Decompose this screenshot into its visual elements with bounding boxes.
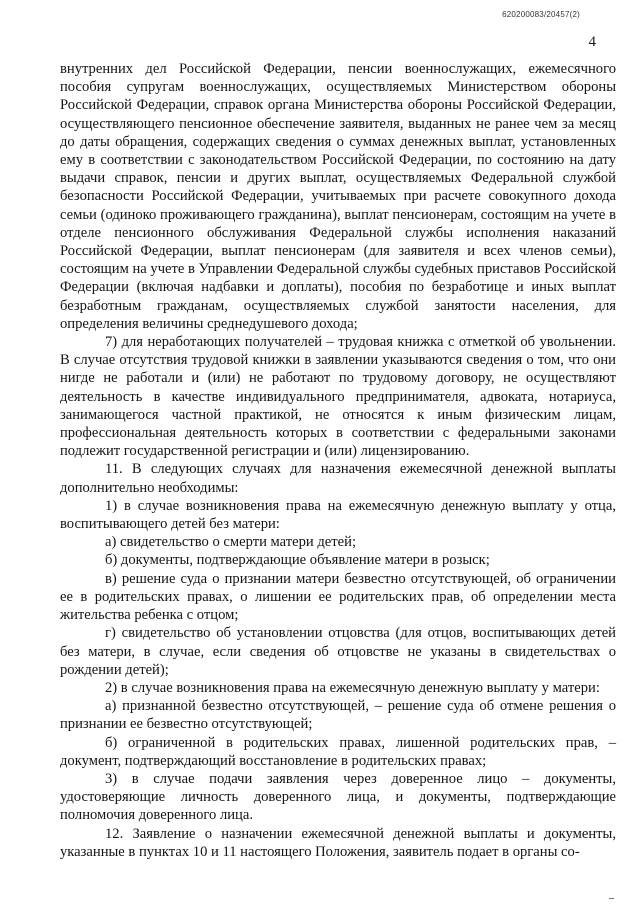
- paragraph: 12. Заявление о назначении ежемесячной денежной выплаты и документы, указанные в пунктах 10 и 11 настоящего Положения, заявитель подает в органы со-: [60, 825, 616, 860]
- paragraph: внутренних дел Российской Федерации, пенсии военнослужащих, ежемесячного пособия супругам военнослужащих, осуществляемых Министерством обороны Российской Федерации, справок органа Министерства обороны Российской Федерации, осуществляющего пенсионное обеспечение заявителя, выданных не ранее чем за месяц до даты обращения, содержащих сведения о суммах денежных выплат, установленных ему в соответствии с законодательством Российской Федерации, по состоянию на дату выдачи справок, пенсии и других выплат, осуществляемых Федеральной службой безопасности Российской Федерации, учитываемых при расчете совокупного дохода семьи (одиноко проживающего гражданина), выплат пенсионерам, состоящим на учете в отделе пенсионного обслуживания Федеральной службы исполнения наказаний Российской Федерации, выплат пенсионерам (для заявителя и всех членов семьи), состоящим на учете в Управлении Федеральной службы судебных приставов Российской Федерации (включая надбавки и доплаты), пособия по безработице и иных выплат безработным гражданам, осуществляемых службой занятости населения, для определения величины среднедушевого дохода;: [60, 61, 617, 332]
- paragraph: 3) в случае подачи заявления через доверенное лицо – документы, удостоверяющие личность доверенного лица, и документы, подтверждающие полномочия доверенного лица.: [60, 770, 616, 824]
- paragraph: 2) в случае возникновения права на ежемесячную денежную выплату у матери:: [105, 679, 600, 696]
- paragraph: 7) для неработающих получателей – трудовая книжка с отметкой об увольнении. В случае отсутствия трудовой книжки в заявлении указываются сведения о том, что они нигде не работали и (или) не работают по трудовому договору, не осуществляют деятельность в качестве индивидуального предпринимателя, адвоката, нотариуса, занимающегося частной практикой, не относятся к иным физическим лицам, профессиональная деятельность которых в соответствии с федеральными законами подлежит государственной регистрации и (или) лицензированию.: [60, 334, 616, 460]
- page-number: 4: [588, 34, 596, 50]
- paragraph: в) решение суда о признании матери безвестно отсутствующей, об ограничении ее в родительских правах, о лишении ее родительских прав, об определении места жительства ребенка с отцом;: [60, 570, 616, 624]
- paragraph: а) признанной безвестно отсутствующей, – решение суда об отмене решения о признании ее безвестно отсутствующей;: [60, 698, 616, 733]
- document-body: [60, 60, 616, 861]
- document-id: 620200083/20457(2): [502, 10, 580, 19]
- paragraph: г) свидетельство об установлении отцовства (для отцов, воспитывающих детей без матери, в случае, если сведения об отцовстве не указаны в свидетельствах о рождении детей);: [60, 625, 616, 678]
- paragraph: 11. В следующих случаях для назначения ежемесячной денежной выплаты дополнительно необходимы:: [60, 461, 616, 496]
- paragraph: б) документы, подтверждающие объявление матери в розыск;: [105, 552, 490, 569]
- paragraph: а) свидетельство о смерти матери детей;: [105, 534, 356, 551]
- paragraph: 1) в случае возникновения права на ежемесячную денежную выплату у отца, воспитывающего детей без матери:: [60, 497, 616, 533]
- paragraph: б) ограниченной в родительских правах, лишенной родительских прав, – документ, подтверждающий восстановление в родительских правах;: [60, 734, 616, 769]
- scan-mark: [609, 898, 614, 899]
